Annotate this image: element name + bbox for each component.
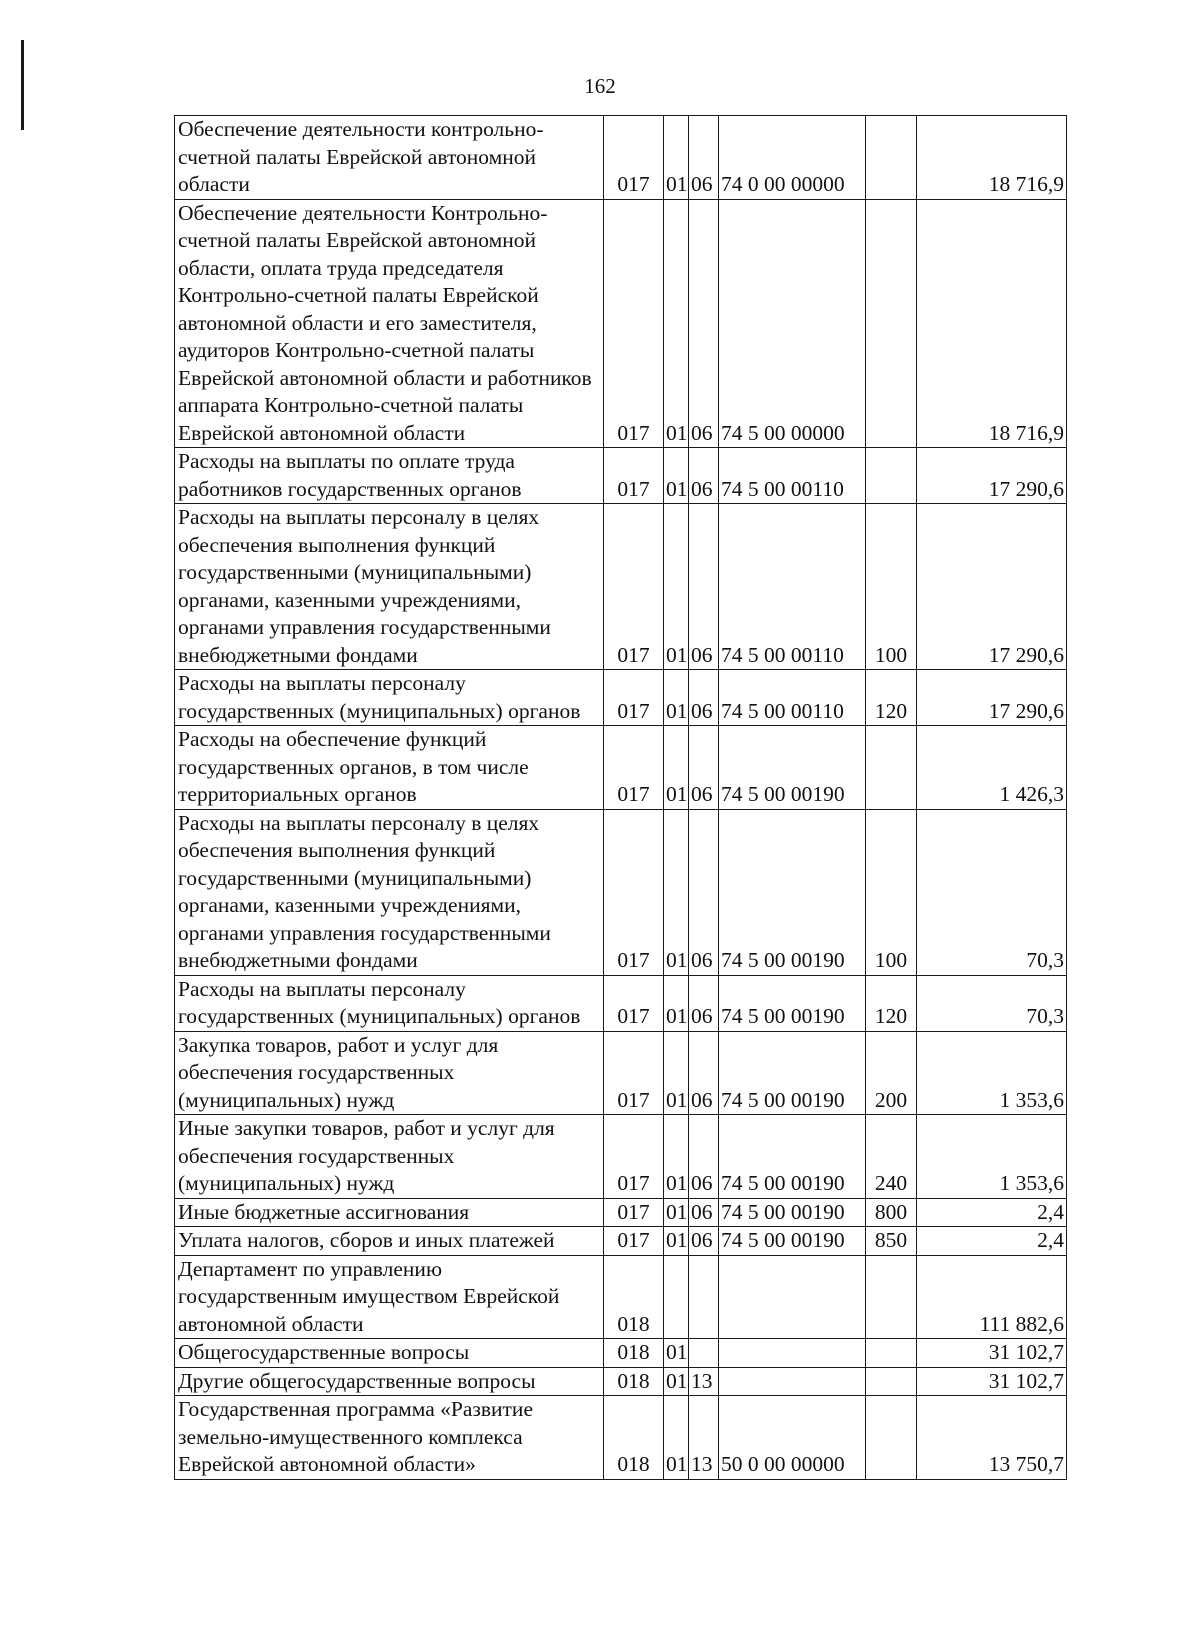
amount-cell: 17 290,6 [917, 670, 1067, 726]
department-code-cell: 018 [604, 1367, 664, 1396]
table-row [175, 1115, 1067, 1199]
amount-cell: 13 750,7 [917, 1396, 1067, 1480]
expense-type-code-cell: 200 [866, 1031, 917, 1115]
item-name-cell: Расходы на выплаты по оплате труда работников государственных органов [175, 448, 604, 504]
target-article-code-cell: 74 5 00 00190 [719, 1031, 866, 1115]
expense-type-code-cell [866, 1339, 917, 1368]
target-article-code-cell: 74 5 00 00190 [719, 1115, 866, 1199]
item-name-cell: Уплата налогов, сборов и иных платежей [175, 1227, 604, 1256]
expense-type-code-cell: 100 [866, 809, 917, 975]
subsection-code-cell [689, 1339, 719, 1368]
table-row [175, 448, 1067, 504]
section-code-cell: 01 [664, 809, 689, 975]
subsection-code-cell: 06 [689, 1031, 719, 1115]
target-article-code-cell: 74 5 00 00110 [719, 670, 866, 726]
subsection-code-cell: 06 [689, 670, 719, 726]
target-article-code-cell [719, 1255, 866, 1339]
department-code-cell: 017 [604, 116, 664, 200]
amount-cell: 1 426,3 [917, 726, 1067, 810]
amount-cell: 17 290,6 [917, 504, 1067, 670]
expense-type-code-cell: 100 [866, 504, 917, 670]
subsection-code-cell: 06 [689, 448, 719, 504]
target-article-code-cell: 74 5 00 00190 [719, 809, 866, 975]
section-code-cell: 01 [664, 726, 689, 810]
department-code-cell: 017 [604, 504, 664, 670]
section-code-cell: 01 [664, 1115, 689, 1199]
table-row [175, 1367, 1067, 1396]
subsection-code-cell: 06 [689, 1227, 719, 1256]
item-name-cell: Расходы на выплаты персоналу государственных (муниципальных) органов [175, 670, 604, 726]
department-code-cell: 017 [604, 1115, 664, 1199]
subsection-code-cell [689, 1255, 719, 1339]
target-article-code-cell: 50 0 00 00000 [719, 1396, 866, 1480]
page-number: 162 [584, 74, 616, 98]
item-name-cell: Иные закупки товаров, работ и услуг для обеспечения государственных (муниципальных) нужд [175, 1115, 604, 1199]
subsection-code-cell: 13 [689, 1396, 719, 1480]
subsection-code-cell: 06 [689, 975, 719, 1031]
target-article-code-cell: 74 5 00 00000 [719, 199, 866, 448]
subsection-code-cell: 06 [689, 504, 719, 670]
department-code-cell: 017 [604, 726, 664, 810]
amount-cell: 70,3 [917, 975, 1067, 1031]
department-code-cell: 017 [604, 1198, 664, 1227]
amount-cell: 31 102,7 [917, 1367, 1067, 1396]
target-article-code-cell [719, 1367, 866, 1396]
budget-table-body [175, 116, 1067, 1480]
department-code-cell: 018 [604, 1339, 664, 1368]
section-code-cell [664, 1255, 689, 1339]
department-code-cell: 017 [604, 448, 664, 504]
expense-type-code-cell [866, 726, 917, 810]
subsection-code-cell: 06 [689, 1198, 719, 1227]
section-code-cell: 01 [664, 116, 689, 200]
table-row [175, 670, 1067, 726]
target-article-code-cell: 74 0 00 00000 [719, 116, 866, 200]
section-code-cell: 01 [664, 1367, 689, 1396]
section-code-cell: 01 [664, 504, 689, 670]
target-article-code-cell: 74 5 00 00190 [719, 726, 866, 810]
department-code-cell: 017 [604, 1031, 664, 1115]
target-article-code-cell: 74 5 00 00190 [719, 1198, 866, 1227]
item-name-cell: Общегосударственные вопросы [175, 1339, 604, 1368]
subsection-code-cell: 06 [689, 199, 719, 448]
expense-type-code-cell: 800 [866, 1198, 917, 1227]
table-row [175, 1255, 1067, 1339]
section-code-cell: 01 [664, 1198, 689, 1227]
table-row [175, 1227, 1067, 1256]
target-article-code-cell: 74 5 00 00110 [719, 504, 866, 670]
expense-type-code-cell: 120 [866, 670, 917, 726]
table-row [175, 199, 1067, 448]
department-code-cell: 017 [604, 975, 664, 1031]
amount-cell: 70,3 [917, 809, 1067, 975]
section-code-cell: 01 [664, 1031, 689, 1115]
target-article-code-cell: 74 5 00 00190 [719, 1227, 866, 1256]
expense-type-code-cell [866, 116, 917, 200]
section-code-cell: 01 [664, 1396, 689, 1480]
item-name-cell: Другие общегосударственные вопросы [175, 1367, 604, 1396]
expense-type-code-cell: 850 [866, 1227, 917, 1256]
section-code-cell: 01 [664, 448, 689, 504]
expense-type-code-cell [866, 199, 917, 448]
expense-type-code-cell [866, 448, 917, 504]
target-article-code-cell [719, 1339, 866, 1368]
table-row [175, 1198, 1067, 1227]
table-row [175, 116, 1067, 200]
item-name-cell: Расходы на выплаты персоналу в целях обеспечения выполнения функций государственными (муниципальными) органами, казенными учреждениями, органами управления государственными внебюджетными фондами [175, 504, 604, 670]
department-code-cell: 018 [604, 1396, 664, 1480]
item-name-cell: Закупка товаров, работ и услуг для обеспечения государственных (муниципальных) нужд [175, 1031, 604, 1115]
expense-type-code-cell [866, 1255, 917, 1339]
item-name-cell: Иные бюджетные ассигнования [175, 1198, 604, 1227]
subsection-code-cell: 06 [689, 726, 719, 810]
expense-type-code-cell: 240 [866, 1115, 917, 1199]
subsection-code-cell: 13 [689, 1367, 719, 1396]
department-code-cell: 017 [604, 199, 664, 448]
amount-cell: 18 716,9 [917, 116, 1067, 200]
section-code-cell: 01 [664, 975, 689, 1031]
item-name-cell: Обеспечение деятельности контрольно-счетной палаты Еврейской автономной области [175, 116, 604, 200]
table-row [175, 726, 1067, 810]
amount-cell: 111 882,6 [917, 1255, 1067, 1339]
budget-table [174, 115, 1067, 1480]
department-code-cell: 018 [604, 1255, 664, 1339]
section-code-cell: 01 [664, 670, 689, 726]
amount-cell: 1 353,6 [917, 1115, 1067, 1199]
table-row [175, 975, 1067, 1031]
subsection-code-cell: 06 [689, 116, 719, 200]
item-name-cell: Обеспечение деятельности Контрольно-счетной палаты Еврейской автономной области, оплата труда председателя Контрольно-счетной палаты Еврейской автономной области и его заместителя, аудиторов Контрольно-счетной палаты Еврейской автономной области и работников аппарата Контрольно-счетной палаты Еврейской автономной области [175, 199, 604, 448]
expense-type-code-cell [866, 1367, 917, 1396]
subsection-code-cell: 06 [689, 1115, 719, 1199]
item-name-cell: Государственная программа «Развитие земельно-имущественного комплекса Еврейской автономной области» [175, 1396, 604, 1480]
department-code-cell: 017 [604, 809, 664, 975]
table-row [175, 1031, 1067, 1115]
section-code-cell: 01 [664, 199, 689, 448]
expense-type-code-cell [866, 1396, 917, 1480]
item-name-cell: Департамент по управлению государственным имуществом Еврейской автономной области [175, 1255, 604, 1339]
amount-cell: 17 290,6 [917, 448, 1067, 504]
target-article-code-cell: 74 5 00 00190 [719, 975, 866, 1031]
target-article-code-cell: 74 5 00 00110 [719, 448, 866, 504]
section-code-cell: 01 [664, 1339, 689, 1368]
amount-cell: 31 102,7 [917, 1339, 1067, 1368]
table-row [175, 1339, 1067, 1368]
item-name-cell: Расходы на обеспечение функций государственных органов, в том числе территориальных органов [175, 726, 604, 810]
expense-type-code-cell: 120 [866, 975, 917, 1031]
item-name-cell: Расходы на выплаты персоналу в целях обеспечения выполнения функций государственными (муниципальными) органами, казенными учреждениями, органами управления государственными внебюджетными фондами [175, 809, 604, 975]
item-name-cell: Расходы на выплаты персоналу государственных (муниципальных) органов [175, 975, 604, 1031]
table-row [175, 809, 1067, 975]
department-code-cell: 017 [604, 670, 664, 726]
amount-cell: 2,4 [917, 1198, 1067, 1227]
department-code-cell: 017 [604, 1227, 664, 1256]
amount-cell: 18 716,9 [917, 199, 1067, 448]
table-row [175, 1396, 1067, 1480]
table-row [175, 504, 1067, 670]
section-code-cell: 01 [664, 1227, 689, 1256]
amount-cell: 1 353,6 [917, 1031, 1067, 1115]
subsection-code-cell: 06 [689, 809, 719, 975]
amount-cell: 2,4 [917, 1227, 1067, 1256]
